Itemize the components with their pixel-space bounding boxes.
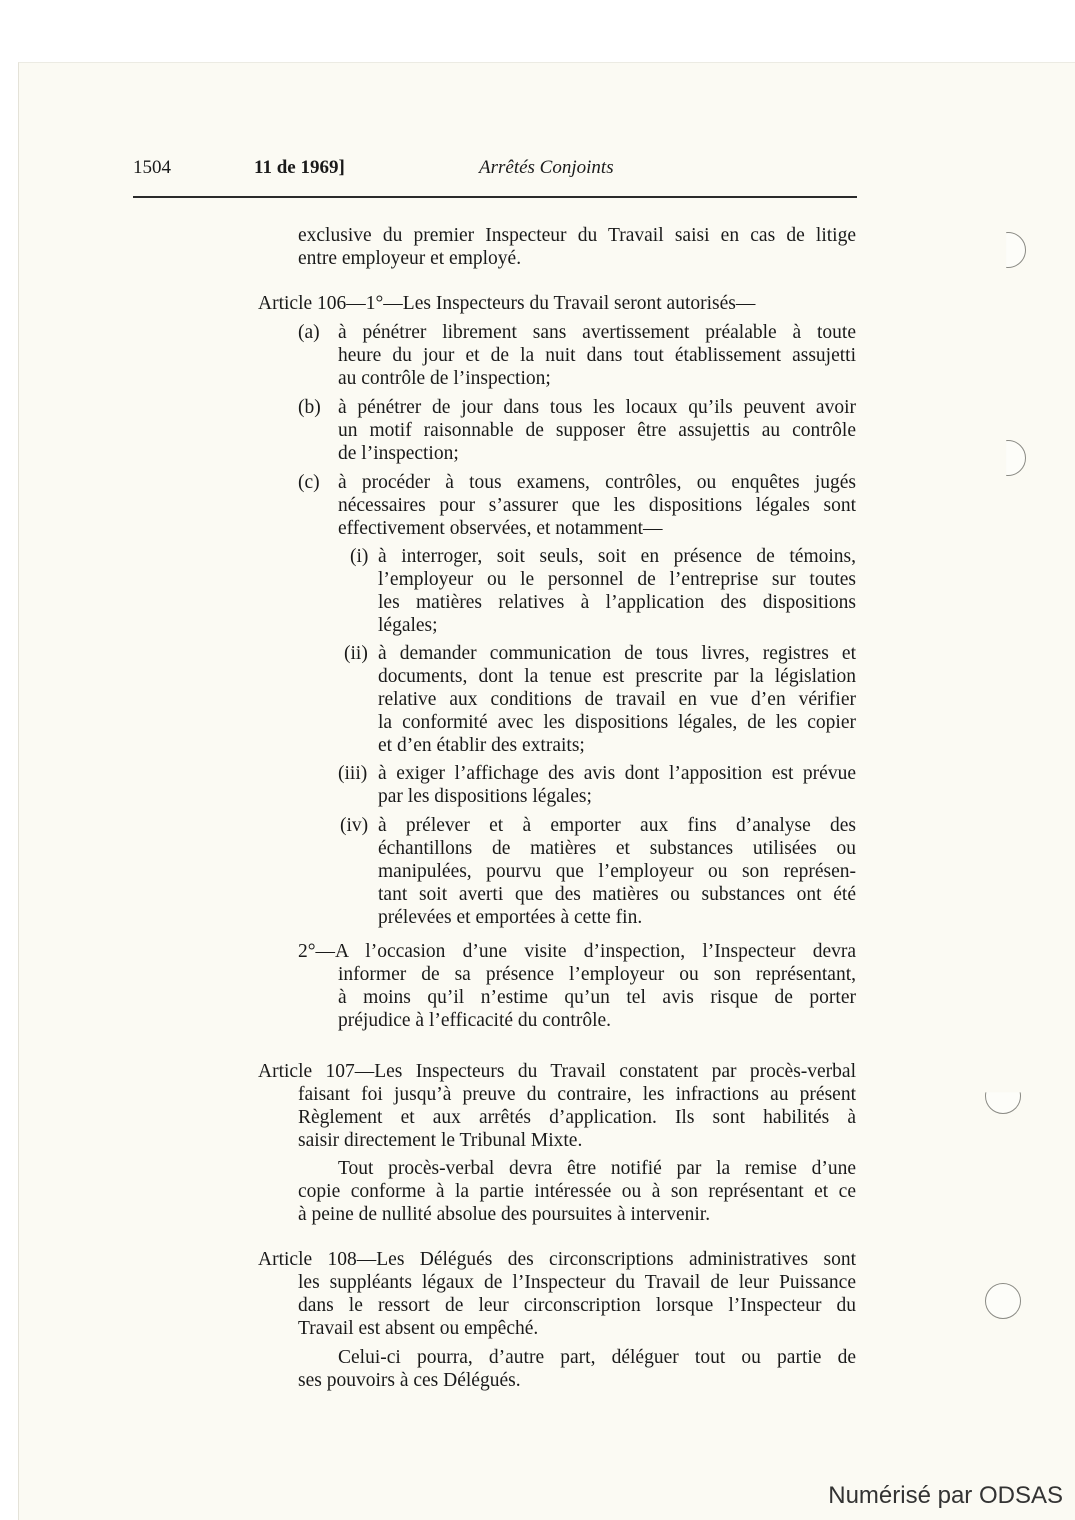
text-line: dans le ressort de leur circonscription lorsque l’Inspecteur du [298, 1295, 856, 1316]
text-line: la conformité avec les dispositions légales, de les copier [378, 712, 856, 733]
text-line: documents, dont la tenue est prescrite par la législation [378, 666, 856, 687]
article-108-heading: Article 108—Les Délégués des circonscriptions administratives sont [258, 1249, 856, 1270]
text-line: au contrôle de l’inspection; [338, 368, 551, 389]
text-line: faisant foi jusqu’à preuve du contraire, les infractions au présent [298, 1084, 856, 1105]
item-marker-iv: (iv) [340, 815, 369, 836]
text-line: les suppléants légaux de l’Inspecteur du Travail de leur Puissance [298, 1272, 856, 1293]
item-marker-iii: (iii) [338, 763, 368, 784]
text-line: heure du jour et de la nuit dans tout établissement assujetti [338, 345, 856, 366]
text-line: l’employeur ou le personnel de l’entreprise sur toutes [378, 569, 856, 590]
text-line: un motif raisonnable de supposer être assujettis au contrôle [338, 420, 856, 441]
text-line: par les dispositions légales; [378, 786, 592, 807]
issue-reference: 11 de 1969] [254, 157, 345, 178]
text-line: Travail est absent ou empêché. [298, 1318, 539, 1339]
punch-hole [985, 1283, 1021, 1319]
digitization-watermark: Numérisé par ODSAS [828, 1482, 1063, 1509]
text-line: préjudice à l’efficacité du contrôle. [338, 1010, 612, 1031]
text-line: Celui-ci pourra, d’autre part, déléguer tout ou partie de [338, 1347, 856, 1368]
text-line: relative aux conditions de travail en vue d’en vérifier [378, 689, 856, 710]
text-line: légales; [378, 615, 438, 636]
item-marker-i: (i) [350, 546, 369, 567]
text-line: et d’en établir des extraits; [378, 735, 585, 756]
text-line: entre employeur et employé. [298, 248, 522, 269]
item-marker-b: (b) [298, 397, 321, 418]
text-line: exclusive du premier Inspecteur du Travail saisi en cas de litige [298, 225, 856, 246]
text-line: à exiger l’affichage des avis dont l’apposition est prévue [378, 763, 856, 784]
text-line: les matières relatives à l’application des dispositions [378, 592, 856, 613]
text-line: à pénétrer de jour dans tous les locaux qu’ils peuvent avoir [338, 397, 856, 418]
text-line: tant soit averti que des matières ou substances ont été [378, 884, 856, 905]
item-marker-a: (a) [298, 322, 320, 343]
text-line: Tout procès-verbal devra être notifié par la remise d’une [338, 1158, 856, 1179]
text-line: copie conforme à la partie intéressée ou à son représentant et ce [298, 1181, 856, 1202]
text-line: Règlement et aux arrêtés d’application. Ils sont habilités à [298, 1107, 856, 1128]
text-line: à pénétrer librement sans avertissement préalable à toute [338, 322, 856, 343]
text-line: à prélever et à emporter aux fins d’analyse des [378, 815, 856, 836]
text-line: à peine de nullité absolue des poursuites à intervenir. [298, 1204, 711, 1225]
header-rule [133, 196, 857, 198]
running-header [133, 157, 855, 183]
section-title: Arrêtés Conjoints [479, 157, 614, 178]
article-106-heading: Article 106—1°—Les Inspecteurs du Travail seront autorisés— [258, 293, 756, 314]
text-line: 2°—A l’occasion d’une visite d’inspection, l’Inspecteur devra [298, 941, 856, 962]
text-line: à procéder à tous examens, contrôles, ou enquêtes jugés [338, 472, 856, 493]
text-line: ses pouvoirs à ces Délégués. [298, 1370, 521, 1391]
text-line: manipulées, pourvu que l’employeur ou son représen- [378, 861, 856, 882]
item-marker-c: (c) [298, 472, 320, 493]
page-number: 1504 [133, 157, 171, 178]
article-107-heading: Article 107—Les Inspecteurs du Travail constatent par procès-verbal [258, 1061, 856, 1082]
text-line: nécessaires pour s’assurer que les dispositions légales sont [338, 495, 856, 516]
text-line: effectivement observées, et notamment— [338, 518, 663, 539]
text-line: à demander communication de tous livres, registres et [378, 643, 856, 664]
text-line: prélevées et emportées à cette fin. [378, 907, 643, 928]
text-line: à interroger, soit seuls, soit en présence de témoins, [378, 546, 856, 567]
text-line: informer de sa présence l’employeur ou son représentant, [338, 964, 856, 985]
text-line: échantillons de matières et substances utilisées ou [378, 838, 856, 859]
text-line: saisir directement le Tribunal Mixte. [298, 1130, 583, 1151]
item-marker-ii: (ii) [344, 643, 368, 664]
text-line: à moins qu’il n’estime qu’un tel avis risque de porter [338, 987, 856, 1008]
text-line: de l’inspection; [338, 443, 459, 464]
